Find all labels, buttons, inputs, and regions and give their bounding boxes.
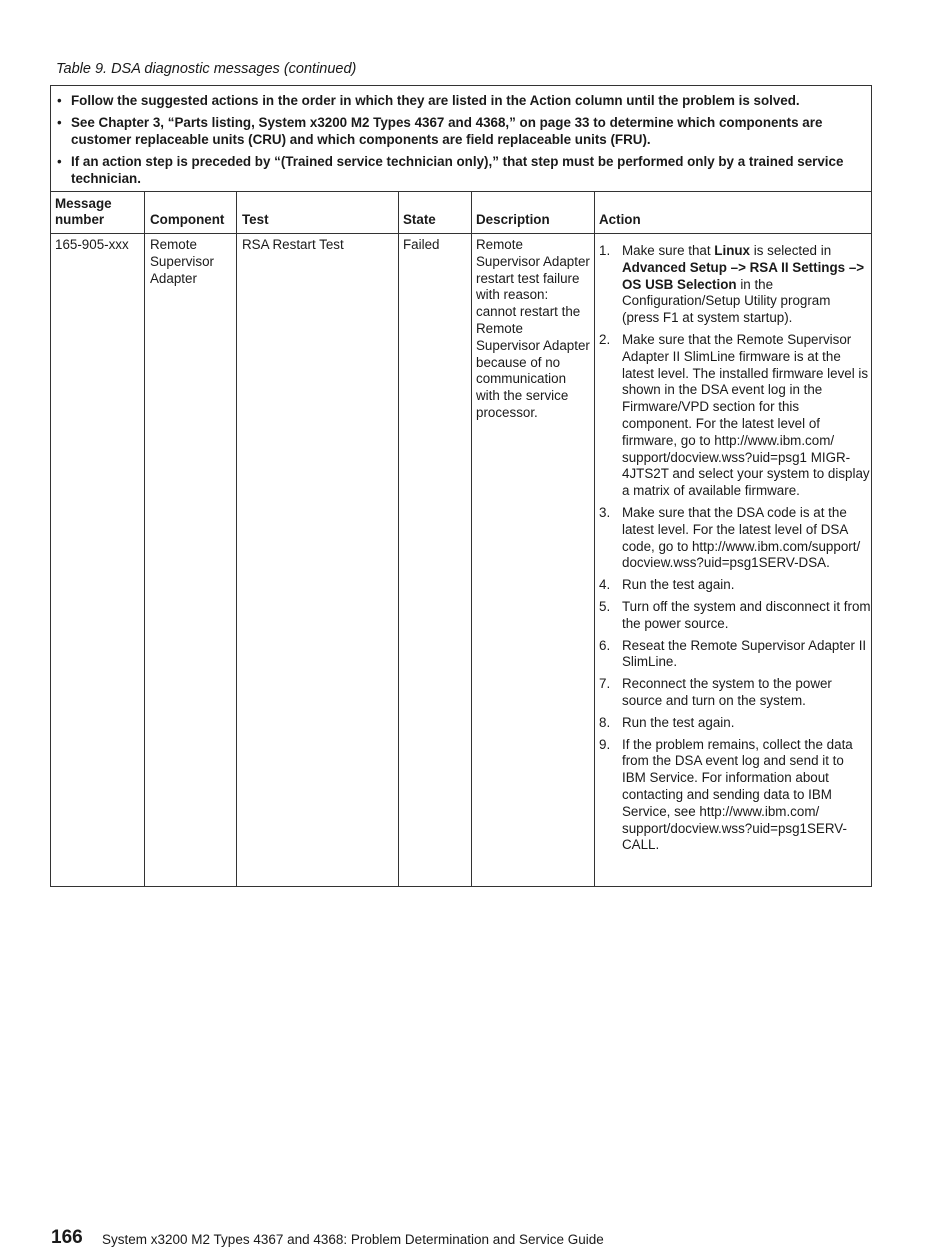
action-step: 9. If the problem remains, collect the data from the DSA event log and send it to IBM Service. For information about contacting and sending data to IBM Service, see http://www.ibm.com/ support/docview.wss?uid=psg1SERV- CALL. bbox=[599, 736, 853, 853]
action-steps bbox=[599, 243, 871, 854]
action-step: 6. Reseat the Remote Supervisor Adapter II SlimLine. bbox=[599, 637, 867, 670]
note-item: • Follow the suggested actions in the order in which they are listed in the Action column until the problem is solved. bbox=[57, 93, 800, 108]
bullet-icon: • bbox=[57, 115, 62, 130]
note-item: • If an action step is preceded by “(Trained service technician only),” that step must be performed only by a trained service technician. bbox=[57, 154, 844, 186]
action-step: 5. Turn off the system and disconnect it from the power source. bbox=[599, 598, 871, 631]
header-description: Description bbox=[476, 212, 550, 227]
column-divider bbox=[144, 192, 145, 886]
header-message-number: Message number bbox=[55, 196, 112, 227]
cell-state: Failed bbox=[403, 237, 440, 252]
diagnostic-table bbox=[50, 85, 872, 887]
column-divider bbox=[236, 192, 237, 886]
cell-message-number: 165-905-xxx bbox=[55, 237, 129, 252]
table-notes bbox=[51, 86, 871, 192]
action-step: 8. Run the test again. bbox=[599, 714, 735, 730]
action-step: 3. Make sure that the DSA code is at the latest level. For the latest level of DSA code, go to http://www.ibm.com/support/ docview.wss?uid=psg1SERV-DSA. bbox=[599, 504, 861, 571]
bullet-icon: • bbox=[57, 154, 62, 169]
cell-component: Remote Supervisor Adapter bbox=[150, 237, 215, 286]
note-item: • See Chapter 3, “Parts listing, System x3200 M2 Types 4367 and 4368,” on page 33 to determine which components are customer replaceable units (CRU) and which components are field replaceable units (FRU). bbox=[57, 115, 823, 147]
column-divider bbox=[398, 192, 399, 886]
footer-title: System x3200 M2 Types 4367 and 4368: Problem Determination and Service Guide bbox=[102, 1232, 604, 1247]
action-step: 7. Reconnect the system to the power source and turn on the system. bbox=[599, 676, 832, 708]
action-step: 2. Make sure that the Remote Supervisor Adapter II SlimLine firmware is at the latest level. The installed firmware level is shown in the DSA event log in the Firmware/VPD section for this component. For the latest level of firmware, go to http://www.ibm.com/ support/docview.wss?uid=psg1 MIGR-4JTS2T and select your system to display a matrix of available firmware. bbox=[599, 331, 870, 499]
header-test: Test bbox=[242, 212, 269, 227]
page-number: 166 bbox=[51, 1227, 83, 1248]
bullet-icon: • bbox=[57, 93, 62, 108]
action-step: 4. Run the test again. bbox=[599, 577, 735, 593]
action-step: 1. Make sure that Linux is selected in Advanced Setup –> RSA II Settings –> OS USB Selection in the Configuration/Setup Utility program (press F1 at system startup). bbox=[599, 243, 865, 326]
header-component: Component bbox=[150, 212, 225, 227]
column-divider bbox=[471, 192, 472, 886]
cell-description: Remote Supervisor Adapter restart test failure with reason: cannot restart the Remote Supervisor Adapter because of no communication with the service processor. bbox=[476, 237, 590, 420]
header-action: Action bbox=[599, 212, 641, 227]
column-divider bbox=[594, 192, 595, 886]
cell-action bbox=[599, 243, 871, 859]
cell-test: RSA Restart Test bbox=[242, 237, 344, 252]
table-caption: Table 9. DSA diagnostic messages (continued) bbox=[56, 61, 357, 77]
header-state: State bbox=[403, 212, 436, 227]
